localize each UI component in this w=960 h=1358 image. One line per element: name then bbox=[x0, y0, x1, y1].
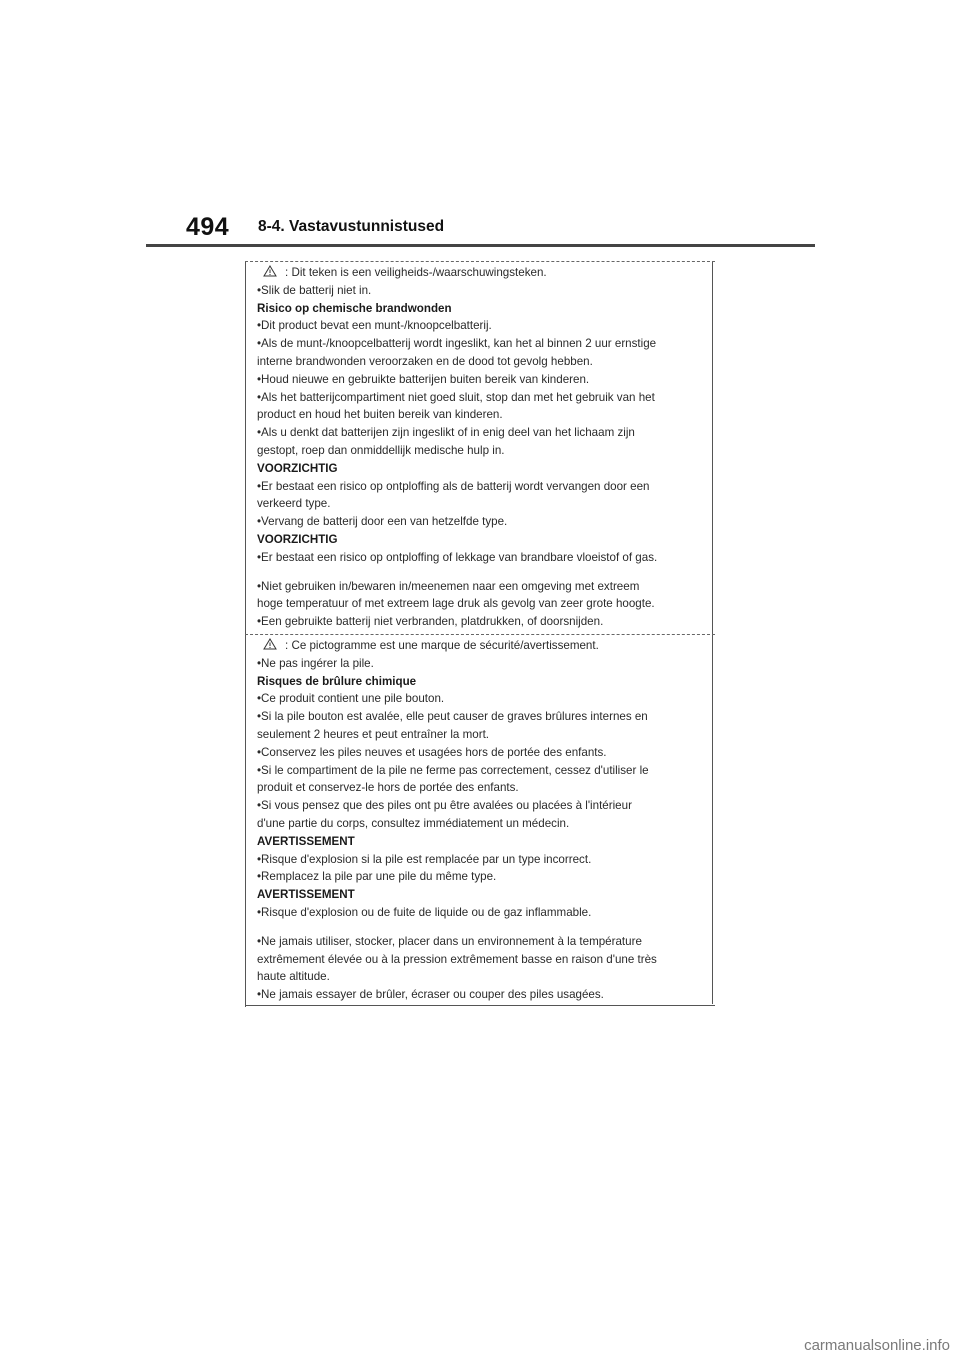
label-text-line: verkeerd type. bbox=[257, 497, 331, 511]
label-heading: VOORZICHTIG bbox=[257, 461, 338, 475]
label-text-line: •Houd nieuwe en gebruikte batterijen buiten bereik van kinderen. bbox=[257, 372, 590, 386]
paragraph-gap bbox=[257, 922, 707, 933]
label-text-line: •Er bestaat een risico op ontploffing als de batterij wordt vervangen door een bbox=[257, 479, 650, 493]
label-text-line: •Niet gebruiken in/bewaren in/meenemen naar een omgeving met extreem bbox=[257, 579, 640, 593]
french-sign-line bbox=[257, 637, 707, 655]
label-text-line: •Ne jamais utiliser, stocker, placer dans un environnement à la température bbox=[257, 934, 642, 948]
label-text-line: •Slik de batterij niet in. bbox=[257, 283, 372, 297]
dutch-sign-line bbox=[257, 264, 707, 282]
footer-site-link[interactable]: carmanualsonline.info bbox=[804, 1337, 950, 1354]
page-number: 494 bbox=[186, 213, 230, 241]
dutch-warning-block bbox=[257, 264, 707, 631]
section-title: 8-4. Vastavustunnistused bbox=[258, 218, 445, 235]
label-text-line: •Si le compartiment de la pile ne ferme pas correctement, cessez d'utiliser le bbox=[257, 763, 649, 777]
label-text-line: haute altitude. bbox=[257, 970, 330, 984]
label-text-line: •Als u denkt dat batterijen zijn ingeslikt of in enig deel van het lichaam zijn bbox=[257, 426, 635, 440]
dutch-sign-text: : Dit teken is een veiligheids-/waarschuwingsteken. bbox=[285, 266, 547, 279]
frame-bottom bbox=[245, 1005, 715, 1006]
label-heading: AVERTISSEMENT bbox=[257, 888, 355, 902]
label-text-line: •Als de munt-/knoopcelbatterij wordt ingeslikt, kan het al binnen 2 uur ernstige bbox=[257, 337, 657, 351]
label-text-line: extrêmement élevée ou à la pression extrêmement basse en raison d'une très bbox=[257, 952, 657, 966]
label-text-line: •Ne pas ingérer la pile. bbox=[257, 656, 374, 670]
label-text-line: •Vervang de batterij door een van hetzelfde type. bbox=[257, 515, 508, 529]
label-text-line: •Remplacez la pile par une pile du même type. bbox=[257, 870, 497, 884]
label-text-line: produit et conservez-le hors de portée des enfants. bbox=[257, 781, 519, 795]
label-text-line: •Risque d'explosion ou de fuite de liquide ou de gaz inflammable. bbox=[257, 905, 592, 919]
french-warning-block bbox=[257, 637, 707, 1004]
header-rule bbox=[146, 244, 815, 247]
label-heading: Risques de brûlure chimique bbox=[257, 674, 417, 688]
label-text-line: •Risque d'explosion si la pile est remplacée par un type incorrect. bbox=[257, 852, 592, 866]
frame-top-dashed bbox=[245, 261, 715, 262]
label-heading: Risico op chemische brandwonden bbox=[257, 301, 452, 315]
label-text-line: •Er bestaat een risico op ontploffing of lekkage van brandbare vloeistof of gas. bbox=[257, 550, 658, 564]
label-text-line: gestopt, roep dan onmiddellijk medische hulp in. bbox=[257, 443, 505, 457]
frame-middle-dashed bbox=[245, 634, 715, 635]
label-text-line: seulement 2 heures et peut entraîner la mort. bbox=[257, 727, 490, 741]
frame-right bbox=[712, 262, 713, 1004]
label-heading: AVERTISSEMENT bbox=[257, 834, 355, 848]
label-text-line: •Een gebruikte batterij niet verbranden, platdrukken, of doorsnijden. bbox=[257, 615, 604, 629]
label-text-line: product en houd het buiten bereik van kinderen. bbox=[257, 408, 503, 422]
label-text-line: •Conservez les piles neuves et usagées hors de portée des enfants. bbox=[257, 745, 607, 759]
label-heading: VOORZICHTIG bbox=[257, 532, 338, 546]
warning-triangle-icon bbox=[263, 265, 277, 277]
label-text-line: d'une partie du corps, consultez immédiatement un médecin. bbox=[257, 816, 570, 830]
label-text-line: •Ne jamais essayer de brûler, écraser ou couper des piles usagées. bbox=[257, 988, 604, 1002]
label-text-line: •Si vous pensez que des piles ont pu être avalées ou placées à l'intérieur bbox=[257, 799, 632, 813]
label-text-line: •Ce produit contient une pile bouton. bbox=[257, 692, 445, 706]
label-text-line: interne brandwonden veroorzaken en de dood tot gevolg hebben. bbox=[257, 354, 593, 368]
label-text-line: •Als het batterijcompartiment niet goed sluit, stop dan met het gebruik van het bbox=[257, 390, 655, 404]
paragraph-gap bbox=[257, 567, 707, 578]
french-sign-text: : Ce pictogramme est une marque de sécurité/avertissement. bbox=[285, 639, 599, 652]
label-text-line: •Dit product bevat een munt-/knoopcelbatterij. bbox=[257, 319, 492, 333]
warning-triangle-icon bbox=[263, 638, 277, 650]
label-text-line: •Si la pile bouton est avalée, elle peut causer de graves brûlures internes en bbox=[257, 710, 648, 724]
label-text-line: hoge temperatuur of met extreem lage druk als gevolg van zeer grote hoogte. bbox=[257, 597, 655, 611]
